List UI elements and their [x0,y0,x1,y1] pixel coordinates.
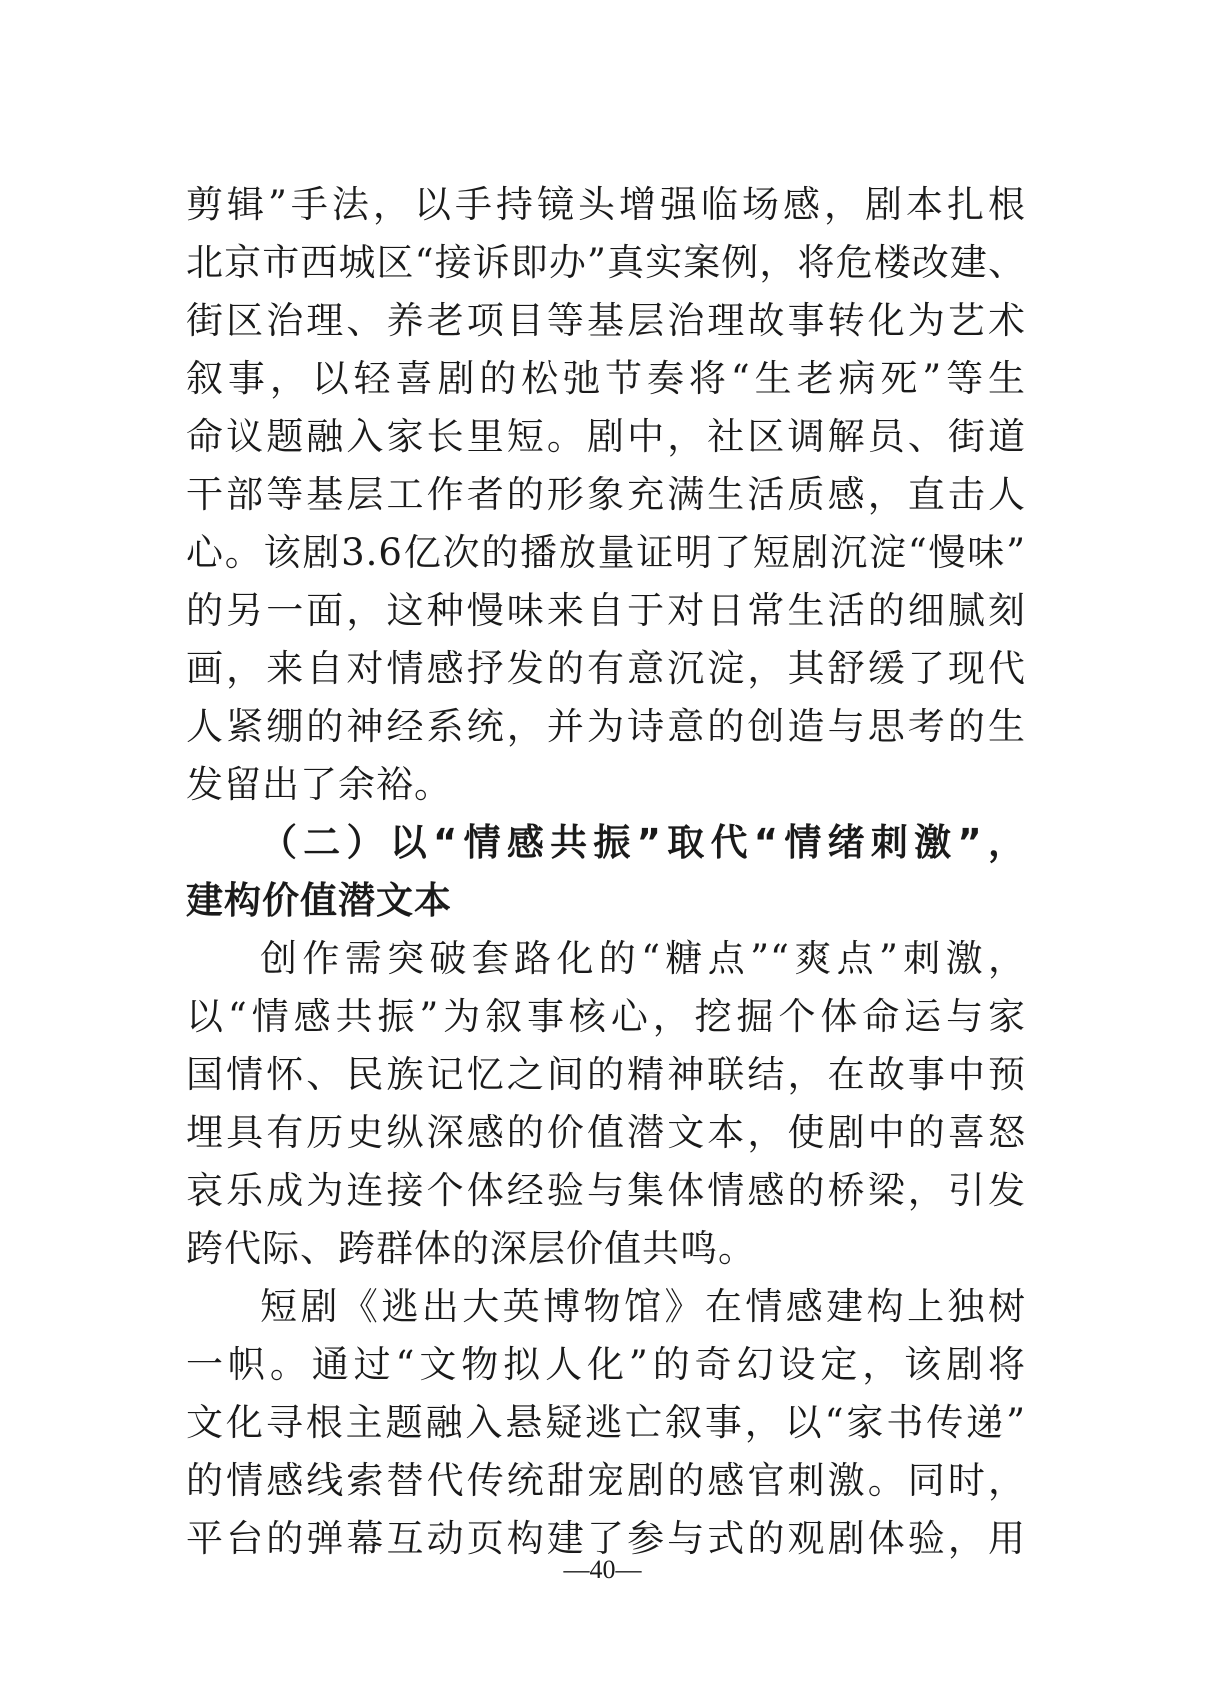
text-line: 叙事，以轻喜剧的松弛节奏将“生老病死”等生 [186,357,1026,400]
paragraph-2 [186,930,1026,1278]
paragraph-1 [186,176,1026,814]
section-heading [186,814,1026,930]
text-line: 人紧绷的神经系统，并为诗意的创造与思考的生 [186,705,1026,748]
text-line: 的另一面，这种慢味来自于对日常生活的细腻刻 [186,589,1026,632]
text-line: 跨代际、跨群体的深层价值共鸣。 [186,1227,756,1270]
text-line: 北京市西城区“接诉即办”真实案例，将危楼改建、 [186,241,1026,284]
text-line: 短剧《逃出大英博物馆》在情感建构上独树 [260,1285,1026,1328]
text-line: 画，来自对情感抒发的有意沉淀，其舒缓了现代 [186,647,1026,690]
text-line: 埋具有历史纵深感的价值潜文本，使剧中的喜怒 [186,1111,1026,1154]
text-line: 平台的弹幕互动页构建了参与式的观剧体验，用 [186,1517,1026,1560]
text-line: 心。该剧3.6亿次的播放量证明了短剧沉淀“慢味” [186,531,1026,574]
text-line: 的情感线索替代传统甜宠剧的感官刺激。同时， [186,1459,1026,1502]
text-line: 命议题融入家长里短。剧中，社区调解员、街道 [186,415,1026,458]
text-line: 创作需突破套路化的“糖点”“爽点”刺激， [260,937,1026,980]
text-line: 干部等基层工作者的形象充满生活质感，直击人 [186,473,1026,516]
text-line: 街区治理、养老项目等基层治理故事转化为艺术 [186,299,1026,342]
text-line: 国情怀、民族记忆之间的精神联结，在故事中预 [186,1053,1026,1096]
paragraph-3 [186,1278,1026,1568]
heading-line: （二）以“情感共振”取代“情绪刺激”， [260,821,1026,864]
text-line: 哀乐成为连接个体经验与集体情感的桥梁，引发 [186,1169,1026,1212]
page-number: —40— [563,1555,642,1584]
heading-line: 建构价值潜文本 [186,879,452,922]
text-line: 剪辑”手法，以手持镜头增强临场感，剧本扎根 [186,183,1026,226]
text-line: 文化寻根主题融入悬疑逃亡叙事，以“家书传递” [186,1401,1026,1444]
text-line: 发留出了余裕。 [186,763,452,806]
text-line: 以“情感共振”为叙事核心，挖掘个体命运与家 [186,995,1026,1038]
text-line: 一帜。通过“文物拟人化”的奇幻设定，该剧将 [186,1343,1026,1386]
document-body [186,176,1026,1568]
